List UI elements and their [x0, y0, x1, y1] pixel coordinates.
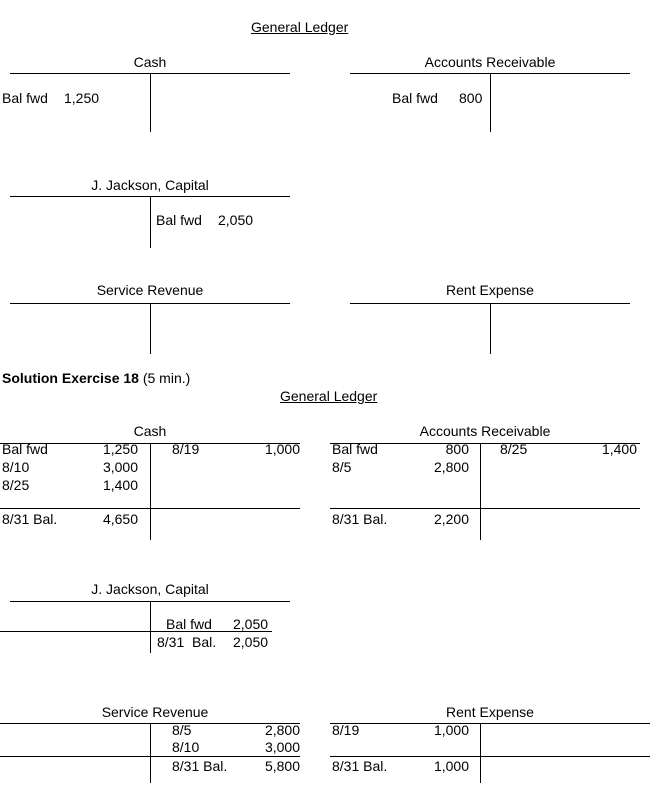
rent-t-stem [490, 303, 491, 354]
sol-cash-credit-label: 8/19 [172, 441, 200, 457]
ar-t-stem [490, 73, 491, 132]
sol-cash-credit-value: 1,000 [264, 441, 300, 457]
sol-rent-title: Rent Expense [446, 704, 534, 720]
sol-ar-debit-label: 8/5 [332, 459, 352, 475]
sol-revenue-credit-value: 2,800 [264, 722, 300, 738]
sol-rent-t-top [330, 723, 650, 724]
sol-ar-credit-label: 8/25 [500, 441, 528, 457]
ar-account-title: Accounts Receivable [424, 54, 556, 70]
solution-heading-bold: Solution Exercise 18 [2, 370, 139, 386]
sol-revenue-balance-line [0, 756, 300, 757]
cash-t-stem [150, 73, 151, 132]
sol-cash-debit-label: 8/25 [2, 477, 30, 493]
solution-ledger-title: General Ledger [280, 388, 378, 404]
capital-bal-fwd-label: Bal fwd [156, 212, 202, 228]
sol-ar-debit-value: 2,800 [433, 459, 469, 475]
sol-rent-balance-label: 8/31 Bal. [332, 758, 388, 774]
sol-revenue-t-stem [150, 723, 151, 783]
sol-rent-debit-value: 1,000 [433, 722, 469, 738]
sol-capital-title: J. Jackson, Capital [91, 581, 209, 597]
sol-cash-debit-label: Bal fwd [2, 441, 48, 457]
sol-revenue-balance-label: 8/31 Bal. [172, 758, 228, 774]
solution-heading-time: (5 min.) [138, 370, 191, 386]
sol-capital-balance-line [0, 631, 272, 632]
sol-cash-debit-label: 8/10 [2, 459, 30, 475]
cash-bal-fwd-value: 1,250 [64, 90, 100, 106]
sol-cash-balance-value: 4,650 [102, 511, 138, 527]
sol-cash-debit-value: 1,400 [102, 477, 138, 493]
sol-revenue-credit-label: 8/5 [172, 722, 192, 738]
sol-capital-credit-label: Bal fwd [166, 616, 212, 632]
revenue-account-title: Service Revenue [96, 282, 204, 298]
solution-heading [2, 370, 190, 386]
sol-cash-t-stem [150, 443, 151, 540]
capital-t-stem [150, 196, 151, 248]
capital-bal-fwd-value: 2,050 [218, 212, 254, 228]
rent-account-title: Rent Expense [446, 282, 534, 298]
sol-rent-debit-label: 8/19 [332, 722, 360, 738]
sol-cash-balance-line [0, 508, 300, 509]
ar-bal-fwd-value: 800 [459, 90, 483, 106]
sol-capital-credit-value: 2,050 [233, 616, 269, 632]
sol-revenue-title: Service Revenue [101, 704, 209, 720]
sol-capital-balance-value: 2,050 [233, 634, 269, 650]
sol-cash-balance-label: 8/31 Bal. [2, 511, 58, 527]
sol-rent-balance-value: 1,000 [433, 758, 469, 774]
sol-ar-debit-label: Bal fwd [332, 441, 378, 457]
sol-rent-balance-line [330, 756, 650, 757]
sol-ar-balance-label: 8/31 Bal. [332, 511, 388, 527]
sol-revenue-credit-label: 8/10 [172, 739, 200, 755]
capital-account-title: J. Jackson, Capital [91, 177, 209, 193]
cash-account-title: Cash [133, 54, 167, 70]
ar-bal-fwd-label: Bal fwd [392, 90, 438, 106]
sol-ar-title: Accounts Receivable [419, 423, 551, 439]
sol-ar-debit-value: 800 [445, 441, 469, 457]
sol-rent-t-stem [480, 723, 481, 783]
revenue-t-stem [150, 303, 151, 354]
sol-capital-balance-label: 8/31 Bal. [157, 634, 217, 650]
sol-cash-debit-value: 1,250 [102, 441, 138, 457]
cash-bal-fwd-label: Bal fwd [2, 90, 48, 106]
sol-revenue-credit-value: 3,000 [264, 739, 300, 755]
sol-revenue-balance-value: 5,800 [264, 758, 300, 774]
sol-cash-title: Cash [133, 423, 167, 439]
sol-capital-t-stem [150, 601, 151, 653]
sol-cash-debit-value: 3,000 [102, 459, 138, 475]
sol-ar-balance-line [330, 508, 640, 509]
ledger-title: General Ledger [251, 19, 349, 35]
sol-ar-t-stem [480, 443, 481, 540]
sol-ar-balance-value: 2,200 [433, 511, 469, 527]
sol-ar-credit-value: 1,400 [601, 441, 637, 457]
